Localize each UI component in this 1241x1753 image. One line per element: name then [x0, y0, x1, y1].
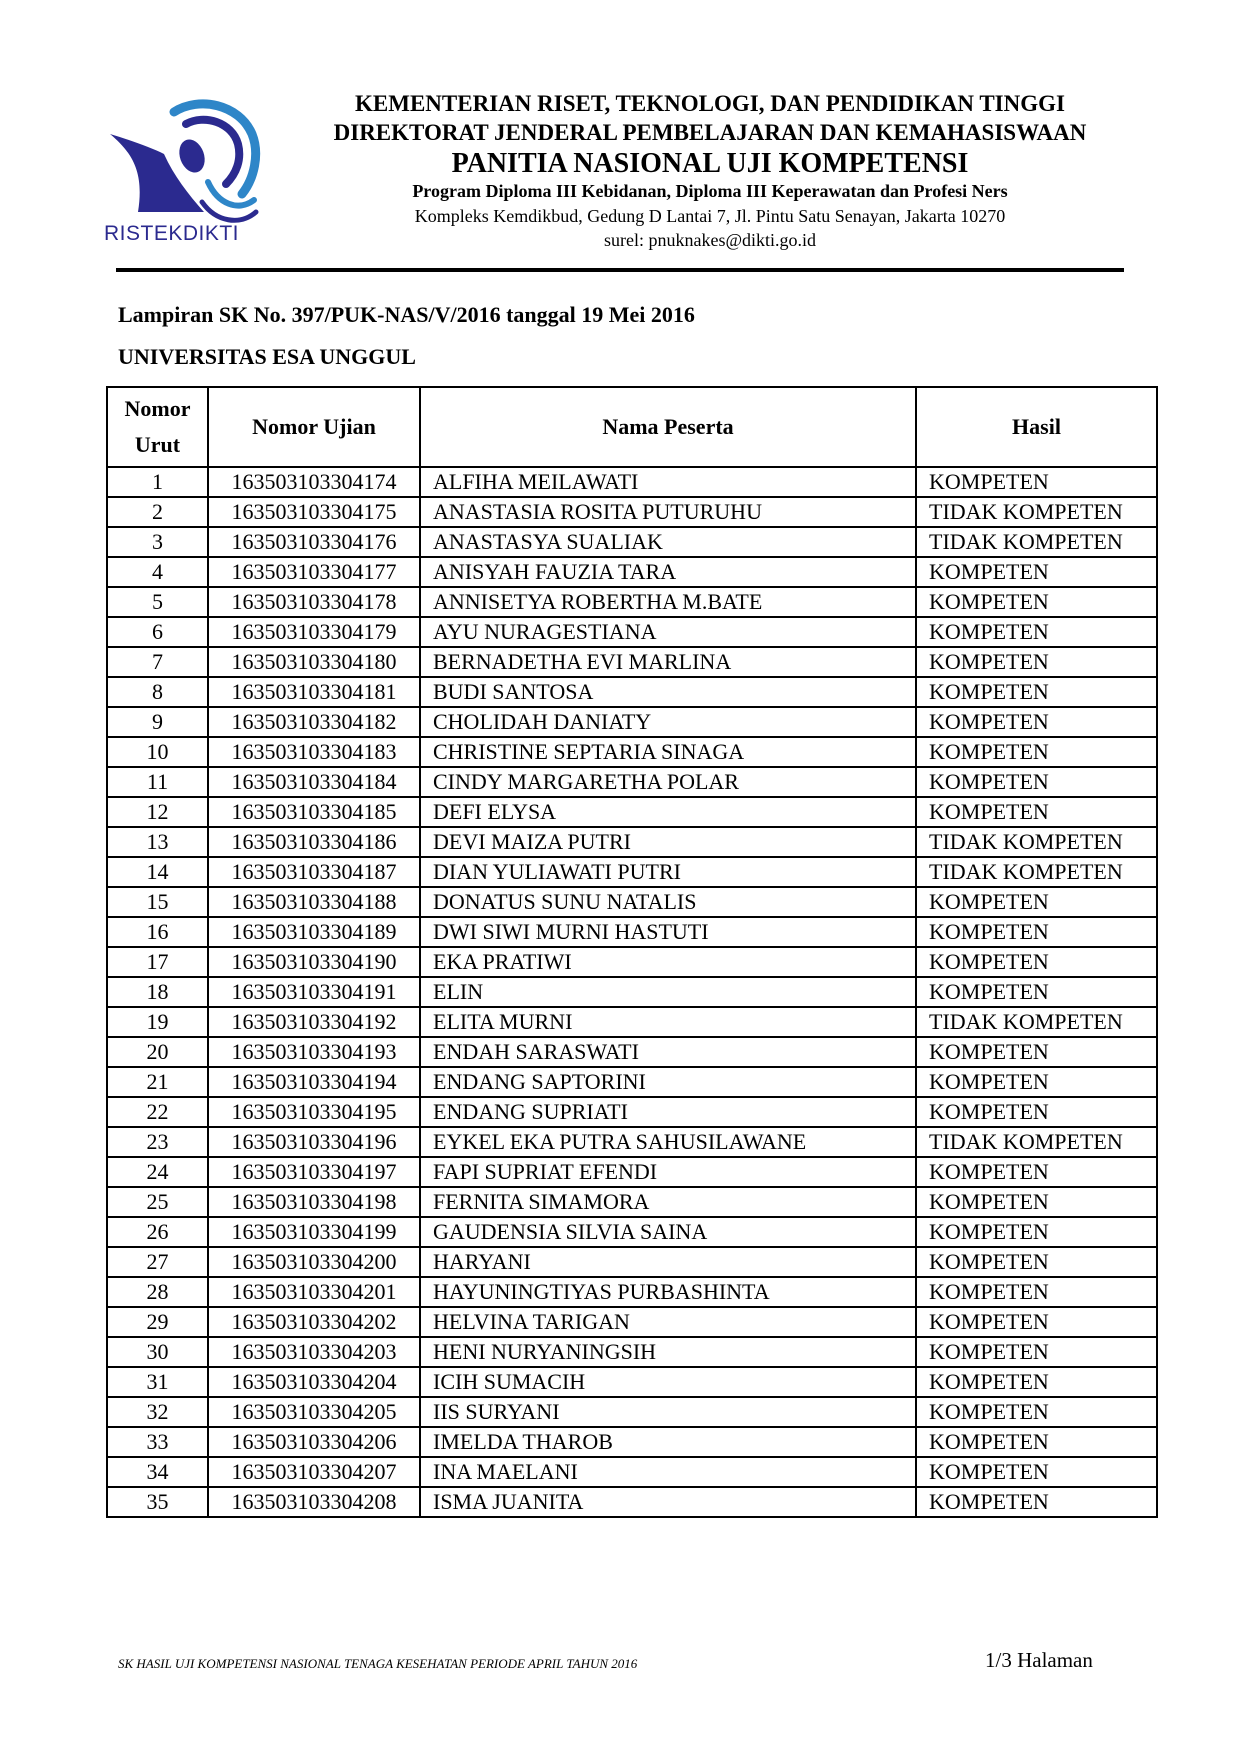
exam-number-cell: 163503103304180: [208, 647, 420, 677]
participant-name-cell: HAYUNINGTIYAS PURBASHINTA: [420, 1277, 916, 1307]
participant-name-cell: FERNITA SIMAMORA: [420, 1187, 916, 1217]
table-row: [107, 1307, 1157, 1337]
result-cell: KOMPETEN: [916, 1097, 1157, 1127]
row-number-cell: 32: [107, 1397, 208, 1427]
participant-name-cell: CINDY MARGARETHA POLAR: [420, 767, 916, 797]
result-cell: KOMPETEN: [916, 1337, 1157, 1367]
participant-name-cell: ENDAH SARASWATI: [420, 1037, 916, 1067]
row-number-cell: 2: [107, 497, 208, 527]
row-number-cell: 16: [107, 917, 208, 947]
table-row: [107, 1457, 1157, 1487]
row-number-cell: 21: [107, 1067, 208, 1097]
table-row: [107, 527, 1157, 557]
participant-name-cell: AYU NURAGESTIANA: [420, 617, 916, 647]
table-row: [107, 1007, 1157, 1037]
table-row: [107, 977, 1157, 1007]
header-nomor-urut-line1: Nomor: [124, 396, 191, 421]
table-row: [107, 557, 1157, 587]
result-cell: KOMPETEN: [916, 647, 1157, 677]
participant-name-cell: INA MAELANI: [420, 1457, 916, 1487]
table-row: [107, 617, 1157, 647]
row-number-cell: 35: [107, 1487, 208, 1517]
table-row: [107, 1337, 1157, 1367]
exam-number-cell: 163503103304208: [208, 1487, 420, 1517]
result-cell: KOMPETEN: [916, 1217, 1157, 1247]
row-number-cell: 26: [107, 1217, 208, 1247]
result-cell: KOMPETEN: [916, 737, 1157, 767]
address-line: Kompleks Kemdikbud, Gedung D Lantai 7, Jl. Pintu Satu Senayan, Jakarta 10270: [414, 206, 1006, 226]
result-cell: KOMPETEN: [916, 707, 1157, 737]
result-cell: TIDAK KOMPETEN: [916, 527, 1157, 557]
participant-name-cell: HELVINA TARIGAN: [420, 1307, 916, 1337]
participant-name-cell: HARYANI: [420, 1247, 916, 1277]
exam-number-cell: 163503103304177: [208, 557, 420, 587]
row-number-cell: 5: [107, 587, 208, 617]
participant-name-cell: ELITA MURNI: [420, 1007, 916, 1037]
exam-number-cell: 163503103304176: [208, 527, 420, 557]
row-number-cell: 29: [107, 1307, 208, 1337]
exam-number-cell: 163503103304191: [208, 977, 420, 1007]
row-number-cell: 12: [107, 797, 208, 827]
row-number-cell: 19: [107, 1007, 208, 1037]
row-number-cell: 14: [107, 857, 208, 887]
decree-reference: Lampiran SK No. 397/PUK-NAS/V/2016 tanggal 19 Mei 2016: [118, 302, 695, 327]
result-cell: KOMPETEN: [916, 677, 1157, 707]
result-cell: KOMPETEN: [916, 1187, 1157, 1217]
participant-name-cell: EKA PRATIWI: [420, 947, 916, 977]
participant-name-cell: HENI NURYANINGSIH: [420, 1337, 916, 1367]
result-cell: KOMPETEN: [916, 797, 1157, 827]
exam-number-cell: 163503103304194: [208, 1067, 420, 1097]
participant-name-cell: DONATUS SUNU NATALIS: [420, 887, 916, 917]
participant-name-cell: ISMA JUANITA: [420, 1487, 916, 1517]
result-cell: KOMPETEN: [916, 1367, 1157, 1397]
row-number-cell: 3: [107, 527, 208, 557]
exam-number-cell: 163503103304206: [208, 1427, 420, 1457]
result-cell: KOMPETEN: [916, 587, 1157, 617]
row-number-cell: 13: [107, 827, 208, 857]
row-number-cell: 28: [107, 1277, 208, 1307]
result-cell: TIDAK KOMPETEN: [916, 827, 1157, 857]
table-row: [107, 1247, 1157, 1277]
page-indicator: 1/3 Halaman: [985, 1648, 1093, 1672]
table-row: [107, 857, 1157, 887]
table-row: [107, 1127, 1157, 1157]
exam-number-cell: 163503103304181: [208, 677, 420, 707]
row-number-cell: 15: [107, 887, 208, 917]
result-cell: KOMPETEN: [916, 467, 1157, 497]
exam-number-cell: 163503103304207: [208, 1457, 420, 1487]
table-row: [107, 737, 1157, 767]
logo-wordmark: RISTEKDIKTI: [104, 222, 240, 245]
row-number-cell: 11: [107, 767, 208, 797]
result-cell: KOMPETEN: [916, 1277, 1157, 1307]
participant-name-cell: CHOLIDAH DANIATY: [420, 707, 916, 737]
table-row: [107, 587, 1157, 617]
participant-name-cell: DEFI ELYSA: [420, 797, 916, 827]
participant-name-cell: ENDANG SAPTORINI: [420, 1067, 916, 1097]
result-cell: KOMPETEN: [916, 767, 1157, 797]
table-row: [107, 1097, 1157, 1127]
exam-number-cell: 163503103304202: [208, 1307, 420, 1337]
exam-number-cell: 163503103304185: [208, 797, 420, 827]
exam-number-cell: 163503103304184: [208, 767, 420, 797]
program-line: Program Diploma III Kebidanan, Diploma III Keperawatan dan Profesi Ners: [412, 181, 1008, 201]
exam-number-cell: 163503103304182: [208, 707, 420, 737]
exam-number-cell: 163503103304205: [208, 1397, 420, 1427]
header-divider: [116, 268, 1124, 272]
row-number-cell: 4: [107, 557, 208, 587]
table-row: [107, 1427, 1157, 1457]
row-number-cell: 24: [107, 1157, 208, 1187]
header-hasil: Hasil: [916, 387, 1157, 467]
result-cell: KOMPETEN: [916, 617, 1157, 647]
header-nomor-ujian: Nomor Ujian: [208, 387, 420, 467]
exam-number-cell: 163503103304203: [208, 1337, 420, 1367]
result-cell: KOMPETEN: [916, 1427, 1157, 1457]
exam-number-cell: 163503103304204: [208, 1367, 420, 1397]
exam-number-cell: 163503103304175: [208, 497, 420, 527]
table-row: [107, 677, 1157, 707]
result-cell: TIDAK KOMPETEN: [916, 857, 1157, 887]
row-number-cell: 18: [107, 977, 208, 1007]
row-number-cell: 8: [107, 677, 208, 707]
participant-name-cell: IIS SURYANI: [420, 1397, 916, 1427]
participant-name-cell: BUDI SANTOSA: [420, 677, 916, 707]
result-cell: KOMPETEN: [916, 1397, 1157, 1427]
table-row: [107, 1037, 1157, 1067]
results-table: [106, 386, 1158, 1518]
exam-number-cell: 163503103304200: [208, 1247, 420, 1277]
row-number-cell: 7: [107, 647, 208, 677]
email-line: surel: pnuknakes@dikti.go.id: [603, 230, 817, 250]
row-number-cell: 34: [107, 1457, 208, 1487]
table-row: [107, 1187, 1157, 1217]
ministry-name: KEMENTERIAN RISET, TEKNOLOGI, DAN PENDIDIKAN TINGGI: [355, 91, 1065, 116]
exam-number-cell: 163503103304179: [208, 617, 420, 647]
participant-name-cell: DEVI MAIZA PUTRI: [420, 827, 916, 857]
result-cell: KOMPETEN: [916, 947, 1157, 977]
header-nama-peserta: Nama Peserta: [420, 387, 916, 467]
participant-name-cell: DIAN YULIAWATI PUTRI: [420, 857, 916, 887]
result-cell: TIDAK KOMPETEN: [916, 1127, 1157, 1157]
exam-number-cell: 163503103304201: [208, 1277, 420, 1307]
exam-number-cell: 163503103304186: [208, 827, 420, 857]
exam-number-cell: 163503103304193: [208, 1037, 420, 1067]
table-row: [107, 707, 1157, 737]
result-cell: KOMPETEN: [916, 1037, 1157, 1067]
table-row: [107, 797, 1157, 827]
row-number-cell: 10: [107, 737, 208, 767]
participant-name-cell: ANNISETYA ROBERTHA M.BATE: [420, 587, 916, 617]
table-row: [107, 497, 1157, 527]
exam-number-cell: 163503103304174: [208, 467, 420, 497]
result-cell: KOMPETEN: [916, 977, 1157, 1007]
row-number-cell: 22: [107, 1097, 208, 1127]
participant-name-cell: IMELDA THAROB: [420, 1427, 916, 1457]
table-row: [107, 947, 1157, 977]
table-row: [107, 917, 1157, 947]
row-number-cell: 1: [107, 467, 208, 497]
result-cell: KOMPETEN: [916, 887, 1157, 917]
row-number-cell: 6: [107, 617, 208, 647]
row-number-cell: 17: [107, 947, 208, 977]
result-cell: TIDAK KOMPETEN: [916, 1007, 1157, 1037]
result-cell: KOMPETEN: [916, 1307, 1157, 1337]
result-cell: KOMPETEN: [916, 1067, 1157, 1097]
participant-name-cell: ENDANG SUPRIATI: [420, 1097, 916, 1127]
header-nomor-urut-line2: Urut: [134, 432, 181, 457]
table-row: [107, 827, 1157, 857]
participant-name-cell: ELIN: [420, 977, 916, 1007]
table-header-row: [107, 387, 1157, 467]
exam-number-cell: 163503103304192: [208, 1007, 420, 1037]
participant-name-cell: BERNADETHA EVI MARLINA: [420, 647, 916, 677]
table-row: [107, 1397, 1157, 1427]
table-row: [107, 1157, 1157, 1187]
row-number-cell: 30: [107, 1337, 208, 1367]
table-row: [107, 1367, 1157, 1397]
participant-name-cell: EYKEL EKA PUTRA SAHUSILAWANE: [420, 1127, 916, 1157]
participant-name-cell: ALFIHA MEILAWATI: [420, 467, 916, 497]
participant-name-cell: ANISYAH FAUZIA TARA: [420, 557, 916, 587]
row-number-cell: 9: [107, 707, 208, 737]
result-cell: TIDAK KOMPETEN: [916, 497, 1157, 527]
participant-name-cell: ICIH SUMACIH: [420, 1367, 916, 1397]
participant-name-cell: CHRISTINE SEPTARIA SINAGA: [420, 737, 916, 767]
row-number-cell: 23: [107, 1127, 208, 1157]
table-row: [107, 467, 1157, 497]
exam-number-cell: 163503103304178: [208, 587, 420, 617]
participant-name-cell: ANASTASYA SUALIAK: [420, 527, 916, 557]
row-number-cell: 20: [107, 1037, 208, 1067]
result-cell: KOMPETEN: [916, 917, 1157, 947]
header-nomor-urut: [107, 387, 208, 467]
result-cell: KOMPETEN: [916, 1487, 1157, 1517]
exam-number-cell: 163503103304195: [208, 1097, 420, 1127]
participant-name-cell: GAUDENSIA SILVIA SAINA: [420, 1217, 916, 1247]
table-row: [107, 767, 1157, 797]
row-number-cell: 31: [107, 1367, 208, 1397]
table-row: [107, 647, 1157, 677]
footer-title: SK HASIL UJI KOMPETENSI NASIONAL TENAGA KESEHATAN PERIODE APRIL TAHUN 2016: [118, 1656, 638, 1671]
exam-number-cell: 163503103304189: [208, 917, 420, 947]
participant-name-cell: FAPI SUPRIAT EFENDI: [420, 1157, 916, 1187]
institution-name: UNIVERSITAS ESA UNGGUL: [118, 344, 416, 369]
table-row: [107, 1487, 1157, 1517]
result-cell: KOMPETEN: [916, 1247, 1157, 1277]
participant-name-cell: ANASTASIA ROSITA PUTURUHU: [420, 497, 916, 527]
result-cell: KOMPETEN: [916, 1157, 1157, 1187]
table-row: [107, 887, 1157, 917]
participant-name-cell: DWI SIWI MURNI HASTUTI: [420, 917, 916, 947]
table-row: [107, 1277, 1157, 1307]
row-number-cell: 33: [107, 1427, 208, 1457]
result-cell: KOMPETEN: [916, 557, 1157, 587]
exam-number-cell: 163503103304187: [208, 857, 420, 887]
exam-number-cell: 163503103304196: [208, 1127, 420, 1157]
directorate-name: DIREKTORAT JENDERAL PEMBELAJARAN DAN KEMAHASISWAAN: [333, 120, 1087, 145]
committee-name: PANITIA NASIONAL UJI KOMPETENSI: [451, 148, 969, 179]
exam-number-cell: 163503103304197: [208, 1157, 420, 1187]
table-row: [107, 1067, 1157, 1097]
exam-number-cell: 163503103304188: [208, 887, 420, 917]
row-number-cell: 25: [107, 1187, 208, 1217]
exam-number-cell: 163503103304183: [208, 737, 420, 767]
table-row: [107, 1217, 1157, 1247]
exam-number-cell: 163503103304198: [208, 1187, 420, 1217]
exam-number-cell: 163503103304190: [208, 947, 420, 977]
row-number-cell: 27: [107, 1247, 208, 1277]
result-cell: KOMPETEN: [916, 1457, 1157, 1487]
exam-number-cell: 163503103304199: [208, 1217, 420, 1247]
